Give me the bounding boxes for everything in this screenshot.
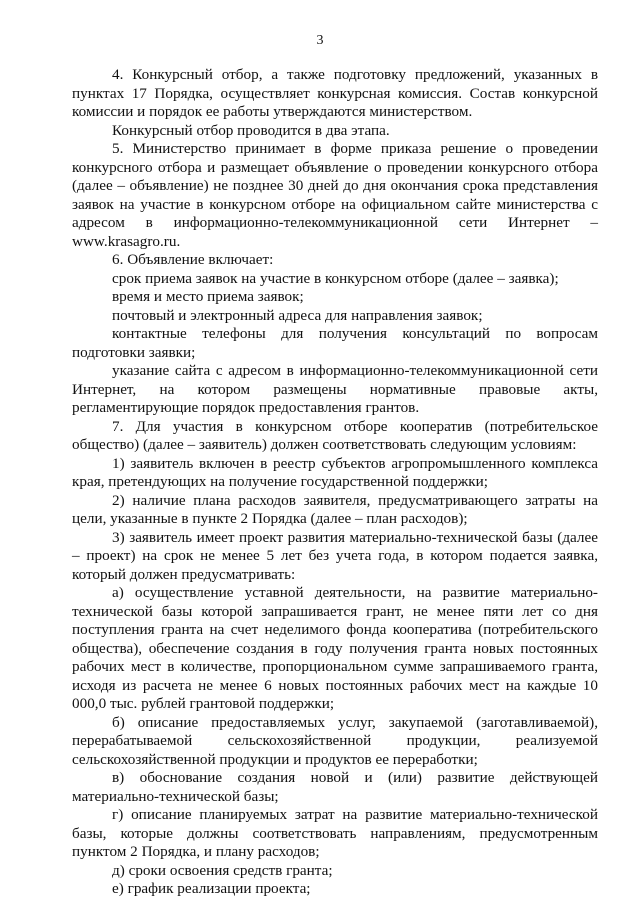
- project-item-b: б) описание предоставляемых услуг, закупаемой (заготавливаемой), перерабатываемой сельскохозяйственной продукции, реализуемой сельскохозяйственной продукции и продуктов ее переработки;: [72, 713, 598, 768]
- paragraph-4-competition-commission: 4. Конкурсный отбор, а также подготовку предложений, указанных в пунктах 17 Порядка, осуществляет конкурсная комиссия. Состав конкурсной комиссии и порядок ее работы утверждаются министерством.: [72, 66, 598, 120]
- condition-1-registry: 1) заявитель включен в реестр субъектов агропромышленного комплекса края, претендующих на получение государственной поддержки;: [72, 454, 598, 490]
- project-item-a: а) осуществление уставной деятельности, на развитие материально-технической базы которой запрашивается грант, не менее пяти лет со дня поступления гранта на счет неделимого фонда кооператива (потребительского общества), обеспечение создания в году получения гранта новых постоянных рабочих мест в количестве, пропорциональном сумме запрашиваемого гранта, исходя из расчета не менее 6 новых постоянных рабочих мест на каждые 10 000,0 тыс. рублей грантовой поддержки;: [72, 584, 598, 712]
- project-item-g: г) описание планируемых затрат на развитие материально-технической базы, которые должны соответствовать направлениям, предусмотренным пунктом 2 Порядка, и плану расходов;: [72, 806, 598, 860]
- document-body: [72, 66, 598, 899]
- list-item-website: указание сайта с адресом в информационно-телекоммуникационной сети Интернет, на котором размещены нормативные правовые акты, регламентирующие порядок предоставления грантов.: [72, 362, 598, 416]
- list-item-application-deadline: срок приема заявок на участие в конкурсном отборе (далее – заявка);: [112, 269, 559, 287]
- paragraph-5-announcement: 5. Министерство принимает в форме приказа решение о проведении конкурсного отбора и размещает объявление о проведении конкурсного отбора (далее – объявление) не позднее 30 дней до дня окончания срока представления заявок на участие в конкурсном отборе на официальном сайте министерства с адресом в информационно-телекоммуникационной сети Интернет – www.krasagro.ru.: [72, 140, 598, 250]
- page-number: 3: [316, 33, 324, 48]
- list-item-phones: контактные телефоны для получения консультаций по вопросам подготовки заявки;: [72, 325, 598, 361]
- paragraph-two-stages: Конкурсный отбор проводится в два этапа.: [112, 121, 390, 139]
- condition-2-expense-plan: 2) наличие плана расходов заявителя, предусматривающего затраты на цели, указанные в пункте 2 Порядка (далее – план расходов);: [72, 491, 598, 527]
- paragraph-6-announcement-includes: 6. Объявление включает:: [112, 251, 274, 268]
- paragraph-7-participation-conditions: 7. Для участия в конкурсном отборе кооператив (потребительское общество) (далее – заявитель) должен соответствовать следующим условиям:: [72, 417, 598, 453]
- project-item-d: д) сроки освоения средств гранта;: [112, 861, 333, 879]
- list-item-addresses: почтовый и электронный адреса для направления заявок;: [112, 306, 483, 324]
- condition-3-project: 3) заявитель имеет проект развития материально-технической базы (далее – проект) на срок не менее 5 лет без учета года, в котором подается заявка, который должен предусматривать:: [72, 528, 598, 583]
- list-item-time-place: время и место приема заявок;: [112, 288, 304, 305]
- project-item-e: е) график реализации проекта;: [112, 880, 311, 897]
- project-item-v: в) обоснование создания новой и (или) развитие действующей материально-технической базы;: [72, 769, 598, 805]
